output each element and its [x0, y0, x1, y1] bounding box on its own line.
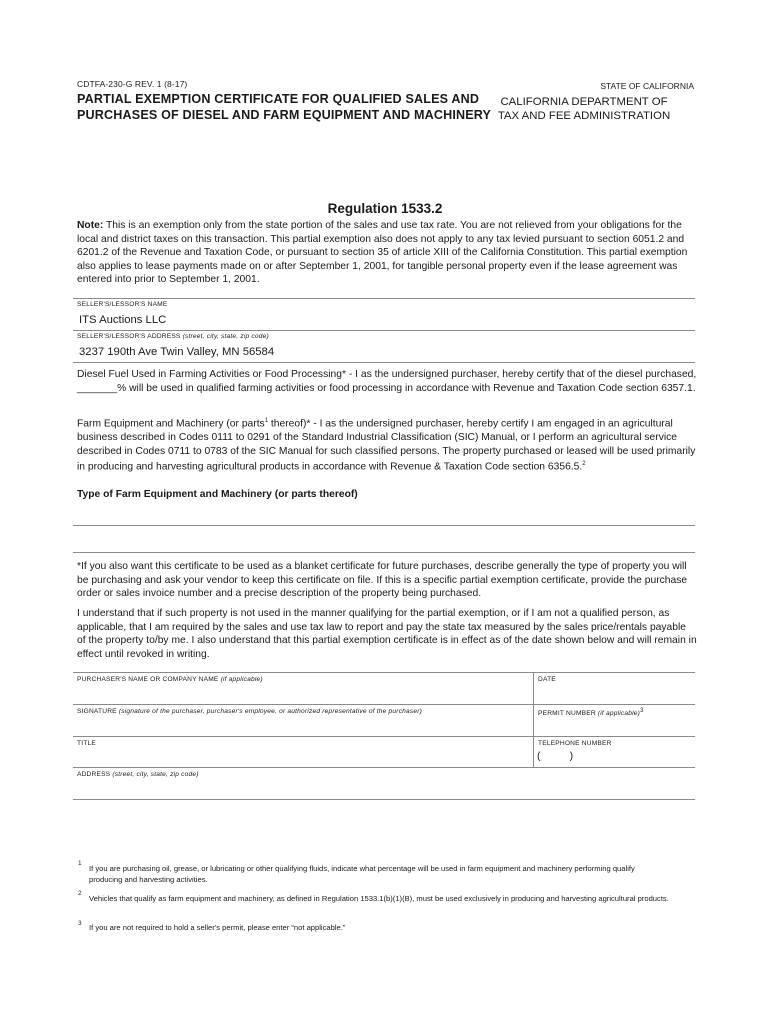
blanket-paragraph: *If you also want this certificate to be used as a blanket certificate for future purchases, describe generally the type of property you will be purchasing and ask your vendor to keep this certificate on file. If this is a specific partial exemption certificate, provide the purchase order or sales invoice number and a precise description of the property being purchased. [77, 561, 688, 600]
type-line-2[interactable] [73, 552, 695, 553]
footnote-ref-3: 3 [640, 708, 644, 714]
note-label: Note: [77, 220, 104, 231]
seller-name-field[interactable]: ITS Auctions LLC [79, 314, 167, 326]
footnote-3-text: If you are not required to hold a seller's permit, please enter “not applicable.” [89, 923, 346, 932]
title-field[interactable]: TITLE [77, 740, 96, 747]
signature-hint: (signature of the purchaser, purchaser's employee, or authorized representative of the purchaser) [118, 708, 423, 715]
permit-label: PERMIT NUMBER [538, 710, 596, 718]
purchaser-name-field[interactable] [77, 676, 263, 683]
department-line-2: TAX AND FEE ADMINISTRATION [497, 110, 671, 122]
signature-top-rule [73, 704, 695, 705]
address-top-rule [73, 767, 695, 768]
diesel-paragraph: Diesel Fuel Used in Farming Activities or Food Processing* - I as the undersigned purchaser, hereby certify that of the diesel purchased, _______% will be used in qualified farming activities or food processing in accordance with Revenue and Taxation Code section 6357.1. [77, 369, 697, 394]
seller-address-bottom-rule [73, 362, 695, 363]
permit-hint: (if applicable) [597, 710, 641, 718]
form-number: CDTFA-230-G REV. 1 (8-17) [77, 79, 188, 89]
note-text: This is an exemption only from the state portion of the sales and use tax rate. You are not relieved from your obligations for the local and district taxes on this transaction. This partial exemption also does not apply to any tax levied pursuant to section 6051.2 and 6201.2 of the Revenue and Taxation Code, or pursuant to section 35 of article XIII of the California Constitution. This partial exemption also applies to lease payments made on or after September 1, 2001, for tangible personal property even if the lease agreement was entered into prior to September 1, 2001. [77, 220, 688, 286]
signature-label: SIGNATURE [77, 708, 117, 715]
date-field[interactable]: DATE [538, 676, 556, 683]
note-paragraph [77, 219, 697, 287]
type-line-1[interactable] [73, 525, 695, 526]
column-divider [533, 672, 534, 767]
footnote-3-number: 3 [78, 920, 82, 927]
farm-text-b: thereof)* - I as the undersigned purchaser, hereby certify I am engaged in an agricultural business described in Codes 0111 to 0291 of the Standard Industrial Classification (SIC) Manual, or I perform an agricultural service described in Codes 0711 to 0783 of the SIC Manual for such classified persons. The property purchased or leased will be used primarily in producing and harvesting agricultural products in accordance with Revenue & Taxation Code section 6356.5. [77, 418, 696, 473]
form-title-line-1: PARTIAL EXEMPTION CERTIFICATE FOR QUALIFIED SALES AND [77, 92, 480, 106]
purchaser-label: PURCHASER'S NAME OR COMPANY NAME [77, 676, 219, 683]
signature-field[interactable] [77, 708, 422, 715]
footnote-ref-2: 2 [582, 461, 586, 468]
footnote-ref-1: 1 [264, 418, 269, 424]
form-title-line-2: PURCHASES OF DIESEL AND FARM EQUIPMENT AND MACHINERY [77, 108, 492, 122]
footnote-2-text: Vehicles that qualify as farm equipment and machinery, as defined in Regulation 1533.1(b)(1)(B), must be used exclusively in producing and harvesting agricultural products. [89, 894, 669, 903]
understand-paragraph: I understand that if such property is not used in the manner qualifying for the partial exemption, or if I am not a qualified person, as applicable, that I am required by the sales and use tax law to report and pay the state tax measured by the sales price/rentals payable of the property to/by me. I also understand that this partial exemption certificate is in effect as of the date shown below and will remain in effect until revoked in writing. [77, 608, 697, 660]
purchaser-top-rule [73, 672, 695, 673]
telephone-label: TELEPHONE NUMBER [538, 740, 612, 747]
seller-address-label-text: SELLER'S/LESSOR'S ADDRESS [77, 333, 181, 340]
seller-name-label: SELLER'S/LESSOR'S NAME [77, 301, 168, 308]
farm-equipment-paragraph [77, 415, 697, 474]
title-top-rule [73, 736, 695, 737]
seller-address-label [77, 333, 269, 340]
address-label: ADDRESS [77, 771, 111, 778]
department-line-1: CALIFORNIA DEPARTMENT OF [500, 96, 668, 108]
department-name [474, 95, 694, 123]
address-hint: (street, city, state, zip code) [112, 771, 199, 778]
footnote-2-number: 2 [78, 890, 82, 897]
seller-address-hint: (street, city, state, zip code) [182, 333, 269, 340]
address-field[interactable] [77, 771, 199, 778]
regulation-heading: Regulation 1533.2 [327, 201, 443, 216]
telephone-field[interactable]: ( ) [537, 750, 574, 762]
address-bottom-rule [73, 799, 695, 800]
footnote-1-number: 1 [78, 860, 82, 867]
farm-text-a: Farm Equipment and Machinery (or parts [77, 418, 265, 430]
form-title [77, 91, 507, 123]
footnote-1-text: If you are purchasing oil, grease, or lubricating or other qualifying fluids, indicate what percentage will be used in farm equipment and machinery performing qualify producing and harvesting activities. [89, 864, 635, 884]
seller-address-top-rule [73, 330, 695, 331]
permit-number-field[interactable] [538, 708, 644, 717]
seller-name-top-rule [73, 298, 695, 299]
seller-address-field[interactable]: 3237 190th Ave Twin Valley, MN 56584 [79, 346, 275, 358]
type-heading: Type of Farm Equipment and Machinery (or parts thereof) [77, 489, 358, 500]
state-label: STATE OF CALIFORNIA [600, 81, 694, 91]
purchaser-hint: (if applicable) [220, 676, 263, 683]
